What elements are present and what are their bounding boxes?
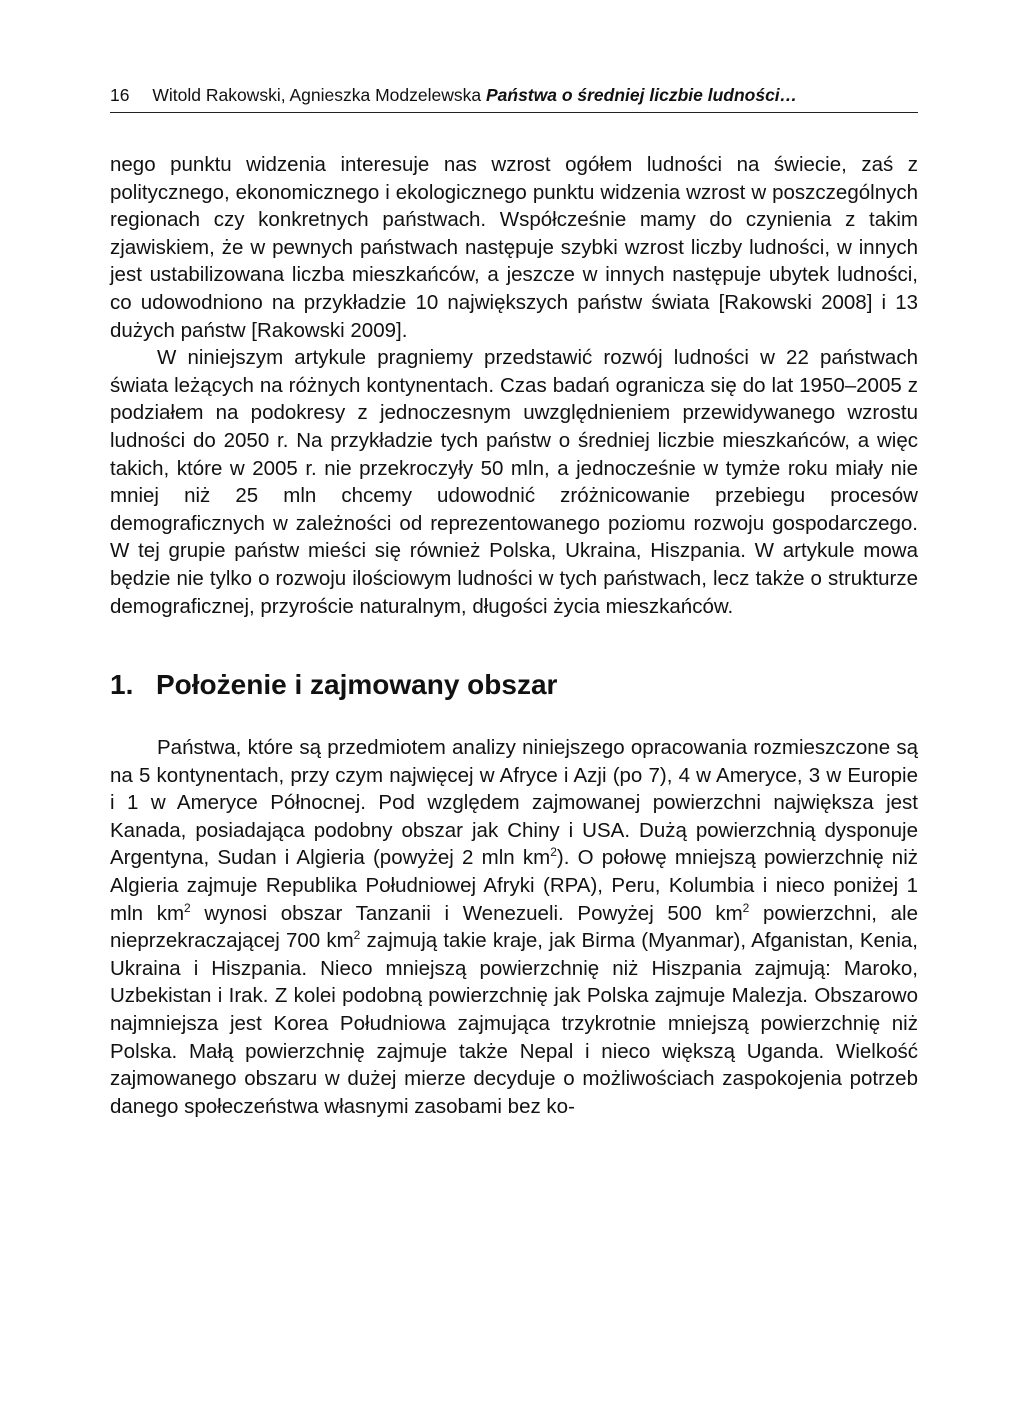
superscript: 2 bbox=[184, 900, 191, 915]
section-title: Położenie i zajmowany obszar bbox=[156, 669, 558, 701]
superscript: 2 bbox=[550, 845, 557, 860]
text-run: ). O połowę mniejszą powierzchnię niż Algieria zajmuje Republika Południowej Afryki (RPA), Peru, Kolumbia i nieco poniżej 1 mln km bbox=[110, 846, 918, 925]
superscript: 2 bbox=[353, 928, 361, 943]
text-run: powierzchni, ale nieprzekraczającej 700 km bbox=[110, 901, 918, 953]
text-run: Państwa, które są przedmiotem analizy niniejszego opracowania rozmieszczone są na 5 kontynentach, przy czym najwięcej w Afryce i Azji (po 7), 4 w Ameryce, 3 w Europie i 1 w Ameryce Północnej. Pod względem zajmowanej powierzchni największa jest Kanada, posiadająca podobny obszar jak Chiny i USA. Dużą powierzchnią dysponuje Argentyna, Sudan i Algieria (powyżej 2 mln km bbox=[110, 736, 918, 870]
paragraph-location bbox=[110, 734, 918, 1120]
header-title: Państwa o średniej liczbie ludności… bbox=[485, 85, 798, 105]
page-number: 16 bbox=[110, 85, 130, 105]
page bbox=[110, 84, 918, 1120]
text-run: zajmują takie kraje, jak Birma (Myanmar), Afganistan, Kenia, Ukraina i Hiszpania. Nieco mniejszą powierzchnię niż Hiszpania zajmują: Maroko, Uzbekistan i Irak. Z kolei podobną powierzchnię jak Polska zajmuje Malezja. Obszarowo najmniejsza jest Korea Południowa zajmująca trzykrotnie mniejszą powierzchnię niż Polska. Małą powierzchnię zajmuje także Nepal i nieco większą Uganda. Wielkość zajmowanego obszaru w dużej mierze decyduje o możliwościach zaspokojenia potrzeb danego społeczeństwa własnymi zasobami bez ko- bbox=[110, 929, 918, 1118]
body-text bbox=[110, 151, 918, 1120]
paragraph-continued: nego punktu widzenia interesuje nas wzrost ogółem ludności na świecie, zaś z politycznego, ekonomicznego i ekologicznego punktu widzenia wzrost w poszczególnych regionach czy konkretnych państwach. Współcześnie mamy do czynienia z takim zjawiskiem, że w pewnych państwach następuje szybki wzrost liczby ludności, w innych jest ustabilizowana liczba mieszkańców, a jeszcze w innych następuje ubytek ludności, co udowodniono na przykładzie 10 największych państw świata [Rakowski 2008] i 13 dużych państw [Rakowski 2009]. bbox=[110, 153, 918, 342]
running-header bbox=[110, 84, 918, 113]
paragraph-aim: W niniejszym artykule pragniemy przedstawić rozwój ludności w 22 państwach świata leżących na różnych kontynentach. Czas badań ogranicza się do lat 1950–2005 z podziałem na podokresy z jednoczesnym uwzględnieniem przewidywanego wzrostu ludności do 2050 r. Na przykładzie tych państw o średniej liczbie mieszkańców, a więc takich, które w 2005 r. nie przekroczyły 50 mln, a jednocześnie w tymże roku miały nie mniej niż 25 mln chcemy udowodnić zróżnicowanie przebiegu procesów demograficznych w zależności od reprezentowanego poziomu rozwoju gospodarczego. W tej grupie państw mieści się również Polska, Ukraina, Hiszpania. W artykule mowa będzie nie tylko o rozwoju ilościowym ludności w tych państwach, lecz także o strukturze demograficznej, przyroście naturalnym, długości życia mieszkańców. bbox=[110, 346, 918, 618]
header-authors: Witold Rakowski, Agnieszka Modzelewska bbox=[152, 85, 482, 105]
section-number: 1. bbox=[110, 669, 134, 701]
superscript: 2 bbox=[742, 900, 750, 915]
section-heading bbox=[110, 668, 918, 702]
text-run: wynosi obszar Tanzanii i Wenezueli. Powyżej 500 km bbox=[190, 901, 743, 925]
